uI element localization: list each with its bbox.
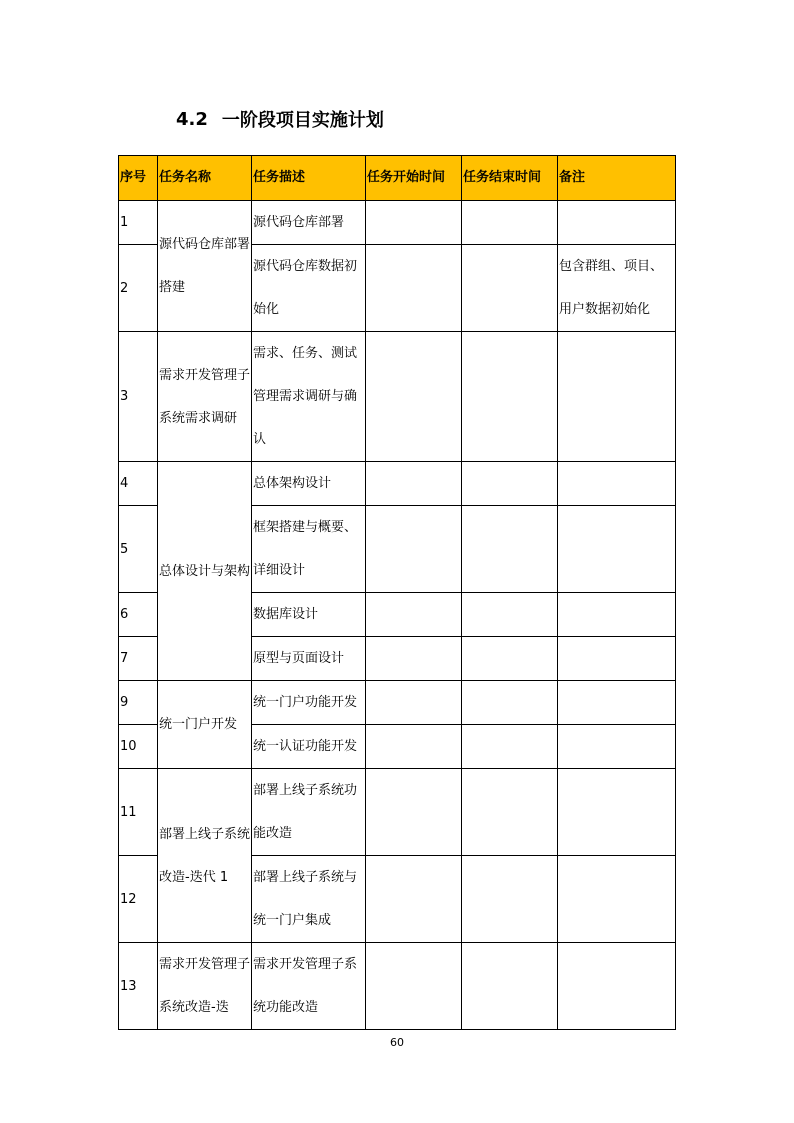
task-desc-cell: 框架搭建与概要、详细设计 — [252, 506, 366, 593]
row-index: 4 — [119, 462, 158, 506]
note-cell — [558, 506, 676, 593]
row-index: 7 — [119, 637, 158, 681]
start-time-cell — [366, 681, 462, 725]
start-time-cell — [366, 201, 462, 245]
task-name-cell: 需求开发管理子系统需求调研 — [158, 332, 252, 462]
end-time-cell — [462, 769, 558, 856]
task-name-cell: 部署上线子系统改造-迭代 1 — [158, 769, 252, 943]
task-desc-cell: 总体架构设计 — [252, 462, 366, 506]
implementation-plan-table — [118, 155, 676, 1030]
table-row — [119, 462, 676, 506]
note-cell — [558, 637, 676, 681]
row-index: 6 — [119, 593, 158, 637]
header-end-time: 任务结束时间 — [462, 156, 558, 201]
end-time-cell — [462, 943, 558, 1030]
task-name-cell: 总体设计与架构 — [158, 462, 252, 681]
note-cell — [558, 856, 676, 943]
task-desc-cell: 源代码仓库数据初始化 — [252, 245, 366, 332]
row-index: 13 — [119, 943, 158, 1030]
table-row — [119, 201, 676, 245]
row-index: 10 — [119, 725, 158, 769]
header-start-time: 任务开始时间 — [366, 156, 462, 201]
start-time-cell — [366, 506, 462, 593]
header-task-name: 任务名称 — [158, 156, 252, 201]
table-header-row — [119, 156, 676, 201]
note-cell — [558, 332, 676, 462]
note-cell — [558, 769, 676, 856]
start-time-cell — [366, 593, 462, 637]
task-desc-cell: 部署上线子系统功能改造 — [252, 769, 366, 856]
start-time-cell — [366, 462, 462, 506]
header-note: 备注 — [558, 156, 676, 201]
task-desc-cell: 源代码仓库部署 — [252, 201, 366, 245]
end-time-cell — [462, 593, 558, 637]
table-row — [119, 943, 676, 1030]
end-time-cell — [462, 725, 558, 769]
section-number: 4.2 — [176, 108, 208, 130]
start-time-cell — [366, 637, 462, 681]
table-row — [119, 681, 676, 725]
row-index: 12 — [119, 856, 158, 943]
task-desc-cell: 部署上线子系统与统一门户集成 — [252, 856, 366, 943]
note-cell — [558, 681, 676, 725]
note-cell — [558, 462, 676, 506]
section-title: 一阶段项目实施计划 — [221, 110, 384, 131]
start-time-cell — [366, 856, 462, 943]
task-desc-cell: 数据库设计 — [252, 593, 366, 637]
task-desc-cell: 需求开发管理子系统功能改造 — [252, 943, 366, 1030]
start-time-cell — [366, 943, 462, 1030]
task-name-cell: 源代码仓库部署搭建 — [158, 201, 252, 332]
start-time-cell — [366, 245, 462, 332]
start-time-cell — [366, 725, 462, 769]
header-task-desc: 任务描述 — [252, 156, 366, 201]
end-time-cell — [462, 506, 558, 593]
task-desc-cell: 原型与页面设计 — [252, 637, 366, 681]
end-time-cell — [462, 681, 558, 725]
page-number: 60 — [390, 1036, 404, 1049]
task-name-cell: 需求开发管理子系统改造-迭 — [158, 943, 252, 1030]
note-cell — [558, 593, 676, 637]
table-row — [119, 332, 676, 462]
row-index: 3 — [119, 332, 158, 462]
row-index: 1 — [119, 201, 158, 245]
task-desc-cell: 统一认证功能开发 — [252, 725, 366, 769]
end-time-cell — [462, 201, 558, 245]
row-index: 5 — [119, 506, 158, 593]
start-time-cell — [366, 332, 462, 462]
row-index: 2 — [119, 245, 158, 332]
end-time-cell — [462, 637, 558, 681]
end-time-cell — [462, 245, 558, 332]
header-index: 序号 — [119, 156, 158, 201]
note-cell — [558, 725, 676, 769]
end-time-cell — [462, 332, 558, 462]
row-index: 11 — [119, 769, 158, 856]
task-desc-cell: 需求、任务、测试管理需求调研与确认 — [252, 332, 366, 462]
start-time-cell — [366, 769, 462, 856]
end-time-cell — [462, 462, 558, 506]
task-desc-cell: 统一门户功能开发 — [252, 681, 366, 725]
note-cell: 包含群组、项目、用户数据初始化 — [558, 245, 676, 332]
row-index: 9 — [119, 681, 158, 725]
note-cell — [558, 201, 676, 245]
end-time-cell — [462, 856, 558, 943]
table-row — [119, 769, 676, 856]
note-cell — [558, 943, 676, 1030]
task-name-cell: 统一门户开发 — [158, 681, 252, 769]
section-heading — [176, 104, 384, 134]
